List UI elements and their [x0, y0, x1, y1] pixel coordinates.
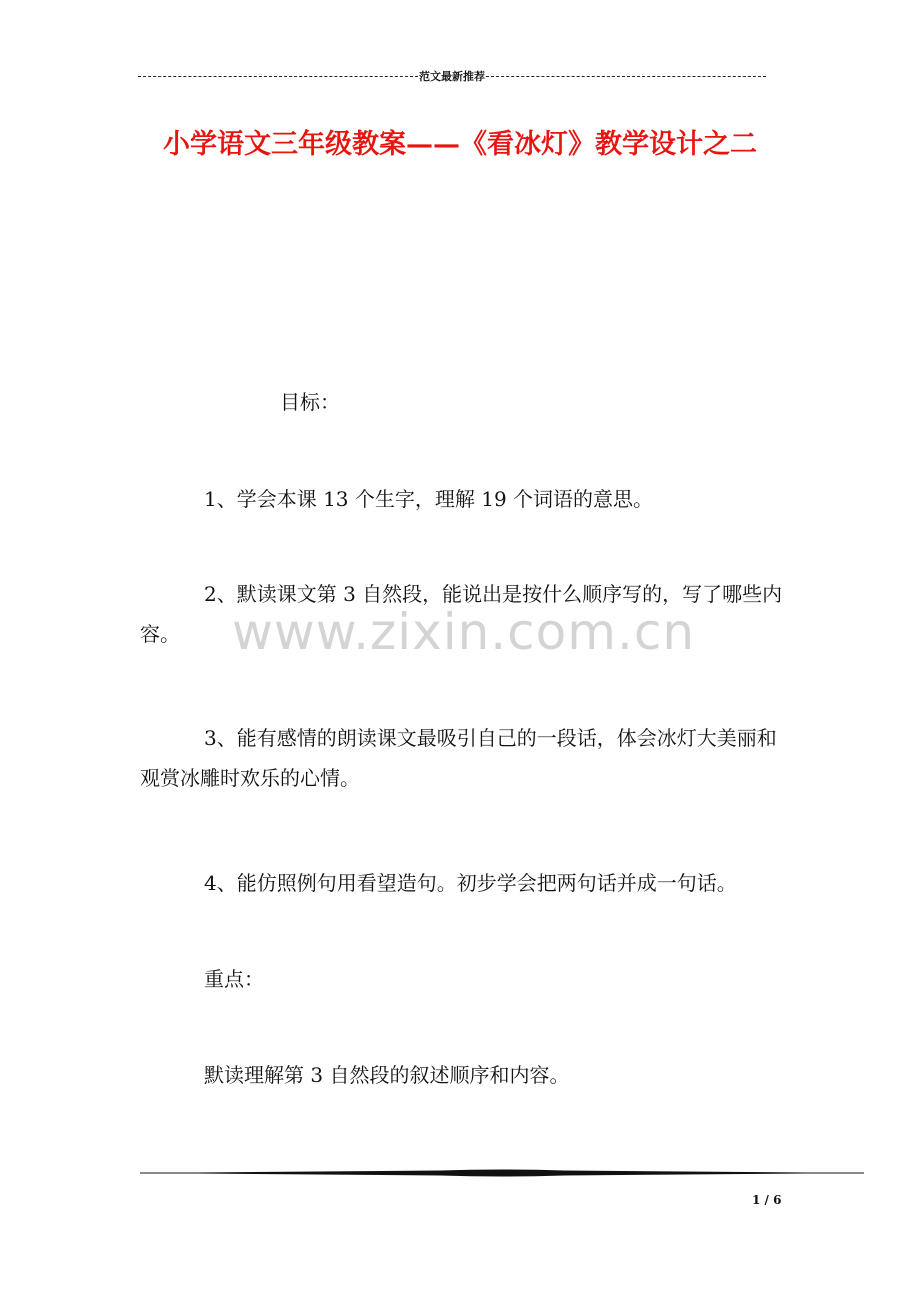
key-points-text: 默读理解第 3 自然段的叙述顺序和内容。: [204, 1063, 570, 1087]
header-label: 范文最新推荐: [419, 70, 485, 83]
objectives-heading: 目标：: [280, 390, 340, 414]
objective-item-4: 4、能仿照例句用看望造句。初步学会把两句话并成一句话。: [204, 871, 737, 895]
document-title: 小学语文三年级教案——《看冰灯》教学设计之二: [163, 129, 757, 160]
footer-rule: [140, 1166, 864, 1180]
header-dash-right: [486, 76, 766, 77]
key-points-heading: 重点：: [204, 967, 264, 991]
page-number: 1 / 6: [752, 1193, 782, 1207]
header-dash-left: [138, 76, 418, 77]
objective-item-2: 2、默读课文第 3 自然段，能说出是按什么顺序写的，写了哪些内容。: [140, 582, 783, 646]
objective-item-1: 1、学会本课 13 个生字，理解 19 个词语的意思。: [204, 487, 654, 511]
watermark: www.zixin.com.cn: [232, 603, 696, 661]
page-header: [138, 68, 766, 84]
objective-item-3: 3、能有感情的朗读课文最吸引自己的一段话，体会冰灯大美丽和观赏冰雕时欢乐的心情。: [140, 726, 777, 790]
